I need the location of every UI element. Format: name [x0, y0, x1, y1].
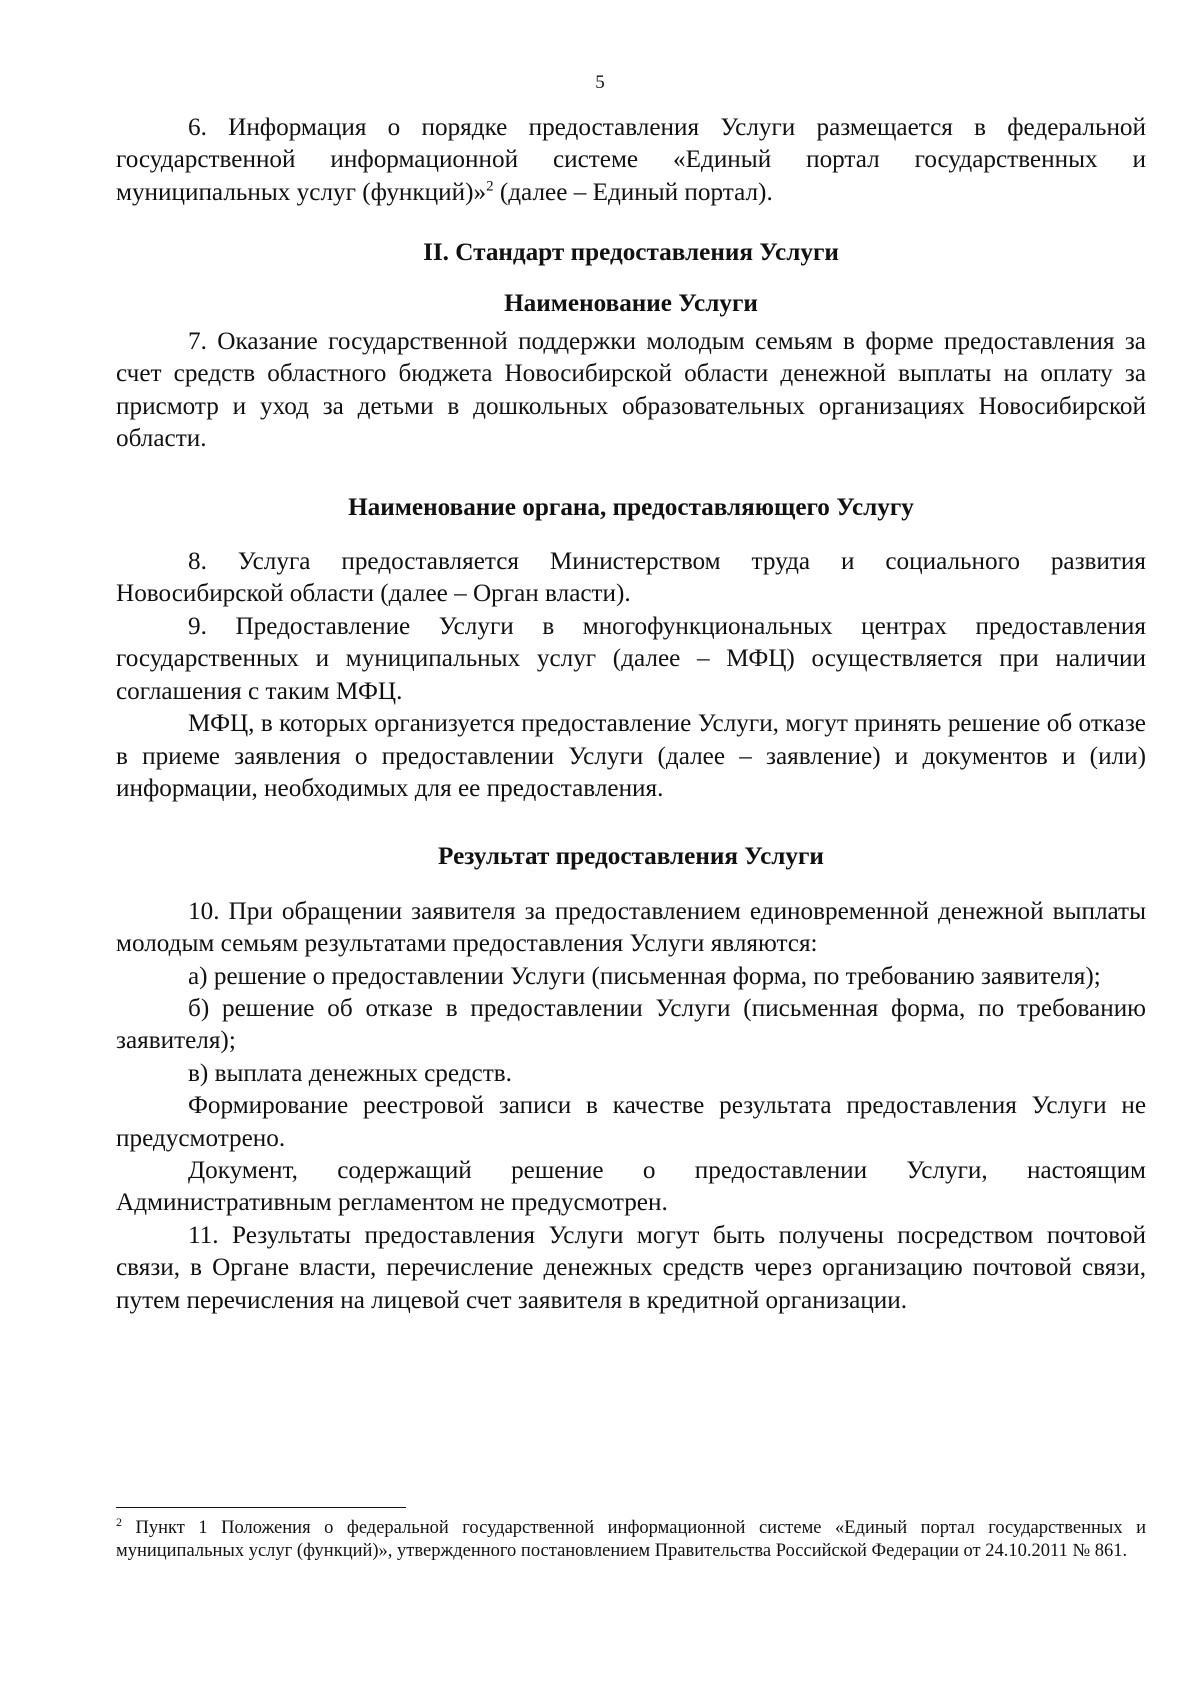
footnote [116, 1514, 1146, 1563]
paragraph-9-mfc: МФЦ, в которых организуется предоставление Услуги, могут принять решение об отказе в приеме заявления о предоставлении Услуги (далее – заявление) и документов и (или) информации, необходимых для ее предоставления. [116, 710, 1146, 802]
paragraph-6-tail: (далее – Единый портал). [493, 178, 773, 206]
paragraph-6-text: 6. Информация о порядке предоставления Услуги размещается в федеральной государственной информационной системе «Единый портал государственных и муниципальных услуг (функций)» [116, 114, 1146, 206]
paragraph-7: 7. Оказание государственной поддержки молодым семьям в форме предоставления за счет средств областного бюджета Новосибирской области денежной выплаты на оплату за присмотр и уход за детьми в дошкольных образовательных организациях Новосибирской области. [116, 328, 1146, 453]
paragraph-8: 8. Услуга предоставляется Министерством труда и социального развития Новосибирской области (далее – Орган власти). [116, 548, 1146, 608]
paragraph-10-c: в) выплата денежных средств. [188, 1059, 512, 1087]
footnote-text: Пункт 1 Положения о федеральной государственной информационной системе «Единый портал государственных и муниципальных услуг (функций)», утвержденного постановлением Правительства Российской Федерации от 24.10.2011 № 861. [116, 1518, 1146, 1561]
paragraph-10-document: Документ, содержащий решение о предоставлении Услуги, настоящим Административным регламентом не предусмотрен. [116, 1156, 1146, 1217]
heading-result: Результат предоставления Услуги [438, 843, 824, 871]
paragraph-10-a: а) решение о предоставлении Услуги (письменная форма, по требованию заявителя); [188, 962, 1101, 990]
paragraph-10: 10. При обращении заявителя за предоставлением единовременной денежной выплаты молодым семьям результатами предоставления Услуги являются: [116, 897, 1146, 958]
paragraph-11: 11. Результаты предоставления Услуги могут быть получены посредством почтовой связи, в Органе власти, перечисление денежных средств через организацию почтовой связи, путем перечисления на лицевой счет заявителя в кредитной организации. [116, 1221, 1146, 1314]
paragraph-6 [116, 112, 1146, 209]
footnote-mark: 2 [116, 1514, 122, 1529]
paragraph-9: 9. Предоставление Услуги в многофункциональных центрах предоставления государственных и муниципальных услуг (далее – МФЦ) осуществляется при наличии соглашения с таким МФЦ. [116, 612, 1146, 705]
page-number: 5 [595, 72, 605, 93]
footnote-ref: 2 [486, 178, 494, 195]
footnote-separator [116, 1507, 406, 1508]
heading-authority: Наименование органа, предоставляющего Услугу [348, 493, 914, 521]
section-title: II. Стандарт предоставления Услуги [423, 239, 839, 267]
document-body [116, 112, 1146, 1317]
paragraph-10-b: б) решение об отказе в предоставлении Услуги (письменная форма, по требованию заявителя); [116, 994, 1146, 1055]
heading-service-name: Наименование Услуги [504, 289, 758, 317]
paragraph-10-registry: Формирование реестровой записи в качестве результата предоставления Услуги не предусмотрено. [116, 1092, 1146, 1152]
